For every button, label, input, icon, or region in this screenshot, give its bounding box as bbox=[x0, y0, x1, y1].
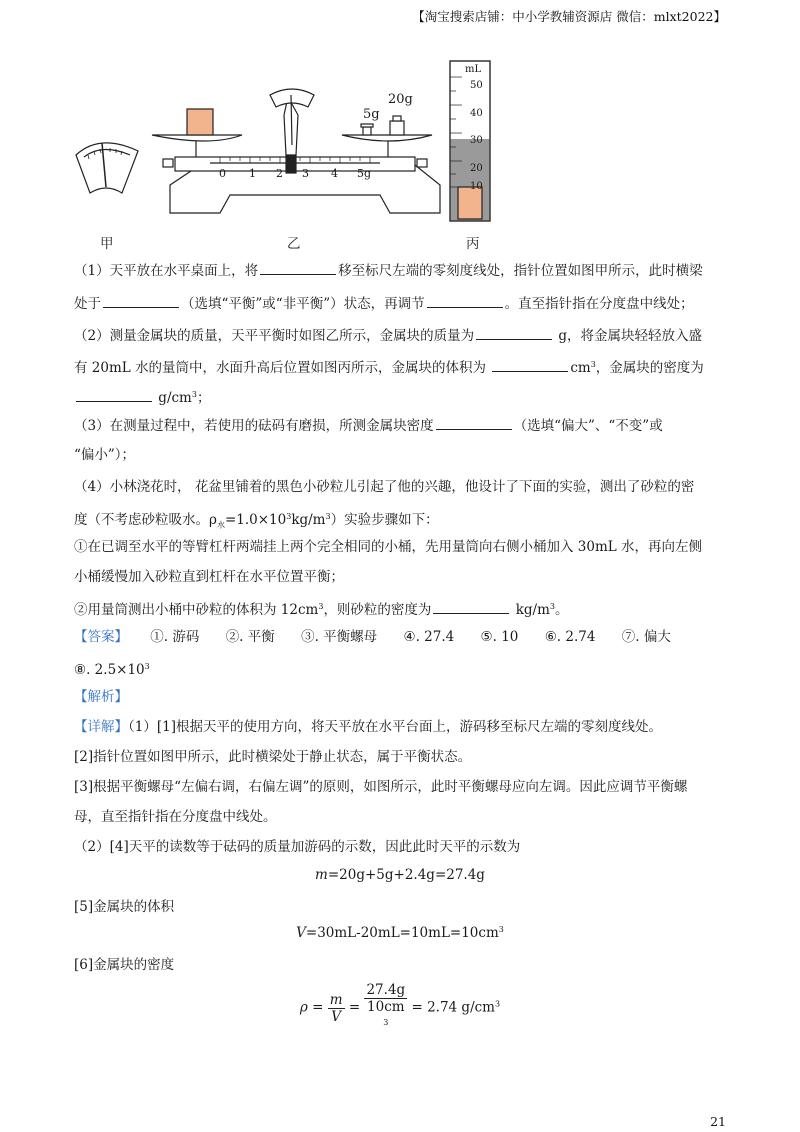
scale-tick-1: 1 bbox=[249, 167, 256, 180]
q4-text: kg/m bbox=[515, 602, 550, 618]
blank-1[interactable] bbox=[260, 260, 336, 275]
cylinder-tick-50: 50 bbox=[470, 80, 483, 91]
q2-text: （2）测量金属块的质量，天平平衡时如图乙所示，金属块的质量为 bbox=[74, 328, 475, 344]
weight-label-20g: 20g bbox=[388, 92, 413, 107]
eq-den-text: 10cm bbox=[367, 999, 405, 1015]
answer-item-7: ⑦. 偏大 bbox=[621, 629, 671, 645]
scale-tick-0: 0 bbox=[219, 167, 226, 180]
answer-line-2: ⑧. $2.5\times 10^3$ bbox=[74, 662, 150, 678]
blank-7[interactable] bbox=[436, 415, 512, 430]
eq-den: 10cm $^3$ bbox=[364, 999, 407, 1034]
cylinder-tick-10: 10 bbox=[470, 181, 483, 192]
equation-density: ρ = $\frac{m}{V}$ = 27.4g 10cm $^3$ = 2.74 $g/cm^3$ bbox=[0, 982, 800, 1034]
q4-step-2: ②用量筒测出小桶中砂粒的体积为 $12cm^3$，则砂粒的密度为 $kg/m^3$。 bbox=[74, 597, 734, 620]
answer-item-2: ②. 平衡 bbox=[225, 629, 275, 645]
q2-line-3: $g/cm^3$； bbox=[74, 385, 734, 408]
q1-text: 移至标尺左端的零刻度线处，指针位置如图甲所示，此时横梁 bbox=[338, 263, 703, 279]
answer-tag: 【答案】 bbox=[74, 629, 128, 645]
q2-text: 有 20mL 水的量筒中，水面升高后位置如图丙所示，金属块的体积为 bbox=[74, 360, 487, 376]
eq-V: V bbox=[331, 1008, 342, 1025]
eq-m: m bbox=[329, 991, 343, 1008]
eq-var: V bbox=[296, 925, 306, 941]
pointer-dial-diagram bbox=[76, 143, 138, 193]
q1-line-2 bbox=[74, 293, 734, 314]
answer-item-4: ④. 27.4 bbox=[403, 629, 455, 645]
q2-text: ； bbox=[196, 390, 211, 406]
scale-tick-5g: 5g bbox=[357, 167, 372, 180]
equation-volume: $V=30mL-20mL=10mL=10cm^3$ bbox=[296, 925, 504, 941]
answer-item-6: ⑥. 2.74 bbox=[544, 629, 596, 645]
eq-text: =30mL-20mL=10mL=10cm bbox=[305, 925, 499, 941]
blank-6[interactable] bbox=[76, 387, 152, 402]
q3-text: （3）在测量过程中，若使用的砝码有磨损，所测金属块密度 bbox=[74, 418, 434, 434]
blank-8[interactable] bbox=[433, 599, 509, 614]
answer-line bbox=[74, 627, 734, 647]
eq-text: =20g+5g+2.4g=27.4g bbox=[327, 867, 485, 883]
answer-item-3: ③. 平衡螺母 bbox=[301, 629, 378, 645]
q4-text: 度（不考虑砂粒吸水。ρ bbox=[74, 512, 217, 528]
analysis-p1 bbox=[74, 717, 734, 737]
cylinder-tick-40: 40 bbox=[470, 108, 483, 119]
analysis-p2: [2]指针位置如图甲所示，此时横梁处于静止状态，属于平衡状态。 bbox=[74, 749, 472, 765]
eq-result: = 2.74 g/cm bbox=[411, 999, 495, 1016]
blank-4[interactable] bbox=[476, 325, 552, 340]
analysis-p3b: 母，直至指针指在分度盘中线处。 bbox=[74, 809, 277, 825]
q2-text: ，金属块的密度为 bbox=[595, 360, 704, 376]
scale-tick-4: 4 bbox=[331, 167, 338, 180]
q2-text: g/cm bbox=[158, 390, 192, 406]
cylinder-tick-20: 20 bbox=[470, 163, 483, 174]
q4-step-1a: ①在已调至水平的等臂杠杆两端挂上两个完全相同的小桶，先用量筒向右侧小桶加入 30mL 水，再向左侧 bbox=[74, 539, 703, 555]
eq-equals: = bbox=[348, 999, 361, 1016]
analysis-p5: [5]金属块的体积 bbox=[74, 899, 175, 915]
q1-text: 。直至指针指在分度盘中线处； bbox=[504, 296, 694, 312]
cylinder-unit: mL bbox=[465, 64, 482, 75]
q2-line-2: 有 20mL 水的量筒中，水面升高后位置如图丙所示，金属块的体积为 $cm^3$，金属块的密度为 bbox=[74, 355, 734, 378]
scale-tick-3: 3 bbox=[302, 167, 309, 180]
analysis-tag: 【解析】 bbox=[74, 689, 128, 705]
balance-diagram bbox=[152, 89, 440, 213]
answer-item-8: ⑧. 2.5×10 bbox=[74, 662, 145, 678]
q4-text: =1.0×10 bbox=[224, 512, 287, 528]
q4-sub: 水 bbox=[216, 520, 225, 530]
q3-line-2: “偏小”）； bbox=[74, 447, 136, 463]
q2-text: g，将金属块轻轻放入盛 bbox=[558, 328, 703, 344]
cylinder-tick-30: 30 bbox=[470, 135, 483, 146]
scale-tick-2: 2 bbox=[276, 167, 283, 180]
q1-text: 处于 bbox=[74, 296, 101, 312]
eq-frac-mv bbox=[328, 992, 345, 1025]
page-number: 21 bbox=[710, 1114, 726, 1129]
q4-line-1: （4）小林浇花时， 花盆里铺着的黑色小砂粒儿引起了他的兴趣，他设计了下面的实验，测出了砂粒的密 bbox=[74, 479, 695, 495]
eq-frac-values bbox=[364, 982, 407, 1034]
q4-text: ②用量筒测出小桶中砂粒的体积为 12cm bbox=[74, 602, 319, 618]
q4-text: ，则砂粒的密度为 bbox=[323, 602, 432, 618]
eq-rho: ρ = bbox=[299, 999, 324, 1016]
blank-2[interactable] bbox=[103, 293, 179, 308]
q2-text: cm bbox=[570, 360, 591, 376]
detail-tag: 【详解】 bbox=[74, 719, 128, 735]
figure-label-jia: 甲 bbox=[100, 236, 114, 252]
analysis-p3a: [3]根据平衡螺母“左偏右调，右偏左调”的原则，如图所示，此时平衡螺母应向左调。因此应调节平衡螺 bbox=[74, 779, 688, 795]
q2-line-1 bbox=[74, 325, 734, 346]
q4-step-1b: 小桶缓慢加入砂粒直到杠杆在水平位置平衡； bbox=[74, 569, 344, 585]
blank-5[interactable] bbox=[492, 357, 568, 372]
analysis-p4: （2）[4]天平的读数等于砝码的质量加游码的示数，因此此时天平的示数为 bbox=[74, 839, 521, 855]
q1-text: （1）天平放在水平桌面上，将 bbox=[74, 263, 259, 279]
q1-text: （选填“平衡”或“非平衡”）状态，再调节 bbox=[181, 296, 425, 312]
eq-num: 27.4g bbox=[366, 982, 406, 998]
answer-item-5: ⑤. 10 bbox=[480, 629, 519, 645]
equation-mass bbox=[0, 867, 800, 883]
q3-text: （选填“偏大”、“不变”或 bbox=[513, 418, 663, 434]
q3-line-1 bbox=[74, 415, 734, 436]
q4-text: ）实验步骤如下： bbox=[330, 512, 439, 528]
q1-line-1 bbox=[74, 260, 734, 281]
q4-text: 。 bbox=[555, 602, 569, 618]
analysis-text: （1）[1]根据天平的使用方向，将天平放在水平台面上，游码移至标尺左端的零刻度线处。 bbox=[128, 719, 662, 735]
blank-3[interactable] bbox=[427, 293, 503, 308]
q4-line-2: 度（不考虑砂粒吸水。$\rho_水=1.0\times 10^3kg/m^3$）实验步骤如下： bbox=[74, 512, 439, 530]
answer-item-1: ①. 游码 bbox=[150, 629, 200, 645]
weight-label-5g: 5g bbox=[363, 107, 380, 122]
analysis-p6: [6]金属块的密度 bbox=[74, 957, 175, 973]
figure-label-bing: 丙 bbox=[466, 236, 480, 252]
figure-label-yi: 乙 bbox=[287, 236, 301, 252]
eq-var: m bbox=[315, 867, 328, 883]
experiment-figure bbox=[60, 55, 530, 250]
page-header: 【淘宝搜索店铺：中小学教辅资源店 微信：mlxt2022】 bbox=[412, 9, 726, 24]
q4-text: kg/m bbox=[291, 512, 326, 528]
